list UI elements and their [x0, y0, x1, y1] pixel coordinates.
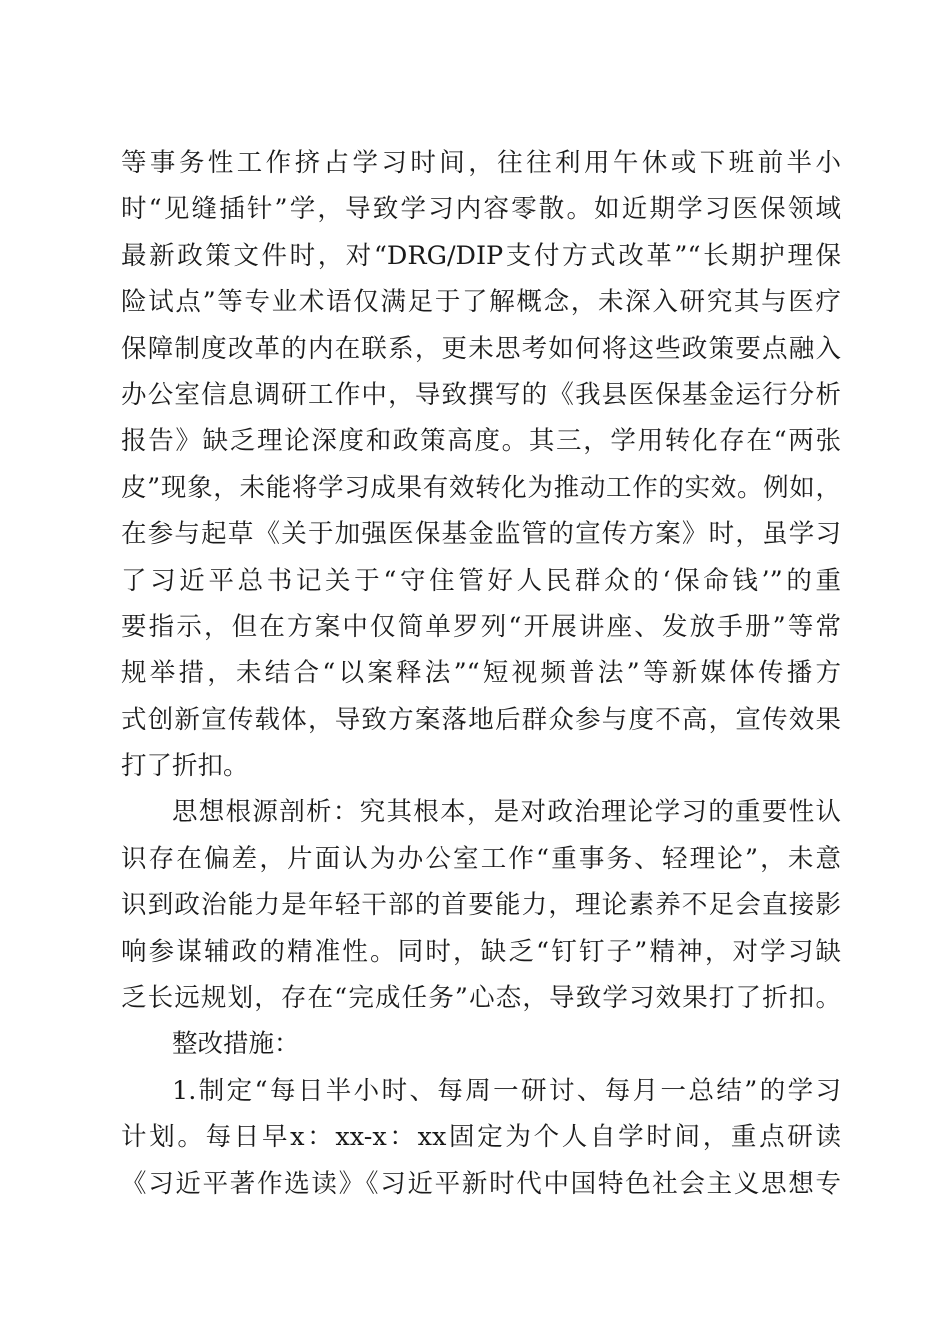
text-line: 《习近平著作选读》《习近平新时代中国特色社会主义思想专: [121, 1168, 841, 1199]
text-line: 皮”现象，未能将学习成果有效转化为推动工作的实效。例如，: [121, 472, 841, 503]
text-line: 在参与起草《关于加强医保基金监管的宣传方案》时，虽学习: [121, 519, 841, 550]
text-line: 规举措，未结合“以案释法”“短视频普法”等新媒体传播方: [121, 658, 841, 689]
paragraph-first-line: 思想根源剖析：究其根本，是对政治理论学习的重要性认: [172, 797, 841, 828]
text-line: 识存在偏差，片面认为办公室工作“重事务、轻理论”，未意: [121, 843, 841, 874]
text-line: 乏长远规划，存在“完成任务”心态，导致学习效果打了折扣。: [121, 983, 841, 1014]
text-line: 等事务性工作挤占学习时间，往往利用午休或下班前半小: [121, 148, 841, 178]
text-line: 要指示，但在方案中仅简单罗列“开展讲座、发放手册”等常: [121, 611, 841, 642]
document-body: [121, 140, 841, 1207]
text-line: 险试点”等专业术语仅满足于了解概念，未深入研究其与医疗: [121, 287, 841, 318]
text-line: 响参谋辅政的精准性。同时，缺乏“钉钉子”精神，对学习缺: [121, 936, 841, 967]
text-line: 报告》缺乏理论深度和政策高度。其三，学用转化存在“两张: [121, 426, 841, 457]
text-line: 最新政策文件时，对“DRG/DIP支付方式改革”“长期护理保: [121, 240, 841, 271]
text-line: 打了折扣。: [121, 751, 249, 782]
text-line: 识到政治能力是年轻干部的首要能力，理论素养不足会直接影: [121, 890, 841, 921]
text-line: 办公室信息调研工作中，导致撰写的《我县医保基金运行分析: [121, 379, 841, 410]
list-item-first-line: 1.制定“每日半小时、每周一研讨、每月一总结”的学习: [172, 1075, 841, 1106]
text-line: 计划。每日早x：xx-x：xx固定为个人自学时间，重点研读: [121, 1122, 841, 1153]
text-line: 保障制度改革的内在联系，更未思考如何将这些政策要点融入: [121, 333, 841, 364]
text-line: 式创新宣传载体，导致方案落地后群众参与度不高，宣传效果: [121, 704, 841, 735]
text-line: 了习近平总书记关于“守住管好人民群众的‘保命钱’”的重: [121, 565, 841, 596]
text-line: 时“见缝插针”学，导致学习内容零散。如近期学习医保领域: [121, 194, 841, 225]
section-heading: 整改措施：: [172, 1029, 300, 1060]
